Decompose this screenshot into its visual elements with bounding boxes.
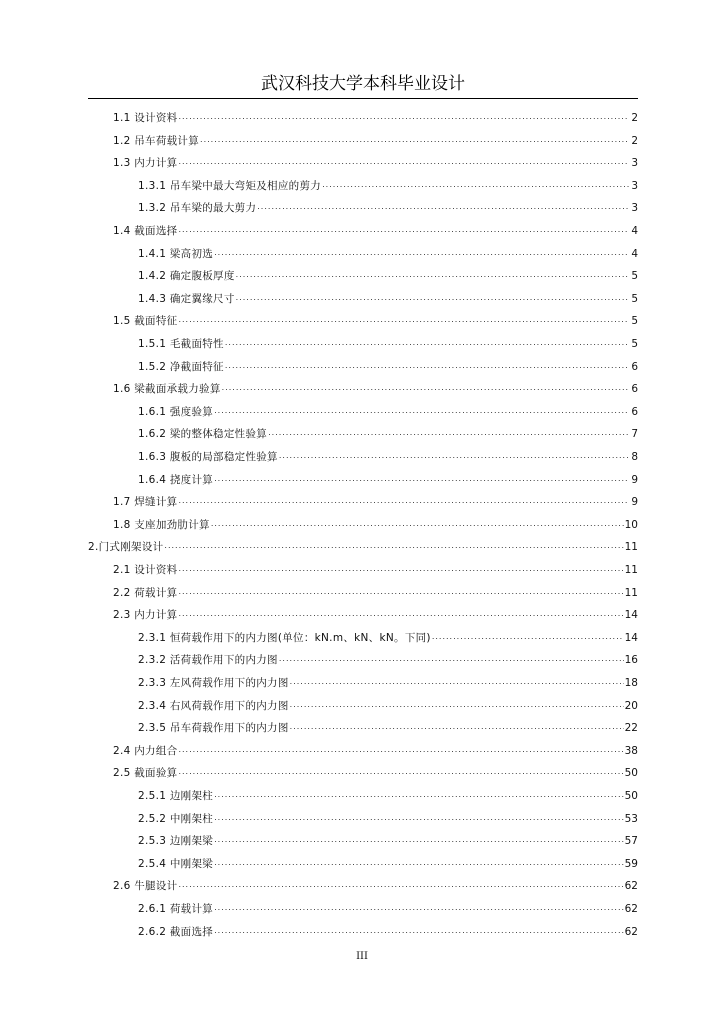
toc-entry-title: 1.3.2 吊车梁的最大剪力 [138,202,257,215]
toc-dot-leader [178,878,623,892]
toc-entry[interactable] [138,473,638,495]
toc-entry[interactable] [138,857,638,879]
toc-dot-leader [268,426,629,440]
toc-entry-title: 2.3.2 活荷载作用下的内力图 [138,654,278,667]
toc-entry-page: 57 [624,835,638,848]
toc-dot-leader [290,675,624,689]
toc-entry-page: 7 [631,428,638,441]
toc-dot-leader [214,246,629,260]
toc-dot-leader [178,155,629,169]
toc-entry[interactable] [138,902,638,924]
toc-dot-leader [214,472,629,486]
toc-entry-title: 1.6.1 强度验算 [138,405,214,418]
toc-entry[interactable] [113,744,638,766]
toc-dot-leader [432,630,624,644]
toc-entry-title: 1.6.3 腹板的局部稳定性验算 [138,451,278,463]
toc-entry-title: 2.3.4 右风荷载作用下的内力图 [138,699,289,712]
page-header [88,72,638,99]
toc-dot-leader [178,313,629,327]
toc-dot-leader [214,924,624,938]
toc-entry[interactable] [138,699,638,721]
toc-entry[interactable] [113,586,638,608]
toc-entry-page: 11 [624,586,638,599]
toc-entry-page: 20 [624,699,638,712]
toc-entry[interactable] [113,608,638,630]
toc-entry-page: 50 [624,790,638,802]
toc-dot-leader [225,336,629,350]
toc-entry-title: 1.1 设计资料 [113,112,178,124]
toc-entry-title: 2.6.2 截面选择 [138,925,214,938]
toc-entry[interactable] [138,631,638,653]
toc-entry-title: 2.5.2 中刚架柱 [138,812,214,825]
toc-entry[interactable] [113,766,638,788]
toc-dot-leader [214,788,624,802]
toc-entry-title: 1.3.1 吊车梁中最大弯矩及相应的剪力 [138,179,322,192]
toc-dot-leader [225,359,629,373]
toc-entry[interactable] [138,653,638,675]
toc-entry[interactable] [138,789,638,811]
toc-entry[interactable] [113,224,638,246]
toc-entry-title: 1.8 支座加劲肋计算 [113,518,210,531]
toc-entry-page: 11 [624,541,638,554]
toc-entry-title: 2.2 荷载计算 [113,586,178,599]
toc-entry-page: 3 [631,202,638,215]
toc-dot-leader [178,494,629,508]
toc-entry[interactable] [113,314,638,336]
toc-entry-title: 1.6.4 挠度计算 [138,473,214,486]
toc-entry-page: 11 [624,564,638,576]
toc-entry-title: 2.3.5 吊车荷载作用下的内力图 [138,722,289,735]
toc-entry-page: 62 [624,903,638,915]
toc-entry-page: 3 [631,179,638,192]
toc-entry-title: 1.5 截面特征 [113,315,178,328]
toc-entry-page: 9 [631,473,638,486]
toc-entry-title: 2.1 设计资料 [113,564,178,576]
toc-entry-title: 1.6 梁截面承载力验算 [113,383,221,396]
toc-entry-page: 6 [631,360,638,373]
toc-entry-page: 2 [631,112,638,124]
toc-dot-leader [222,381,629,395]
toc-entry-title: 1.6.2 梁的整体稳定性验算 [138,428,268,441]
toc-dot-leader [214,404,629,418]
toc-entry-page: 59 [624,857,638,870]
toc-dot-leader [178,765,623,779]
toc-entry-title: 2.门式刚架设计 [88,541,164,554]
toc-entry-page: 6 [631,405,638,418]
toc-dot-leader [178,743,623,757]
toc-entry-page: 62 [624,925,638,938]
toc-entry[interactable] [138,812,638,834]
toc-entry-page: 14 [624,631,638,644]
toc-dot-leader [214,901,624,915]
toc-dot-leader [178,223,629,237]
toc-dot-leader [214,856,624,870]
toc-entry-title: 1.5.2 净截面特征 [138,360,224,373]
toc-entry-title: 1.4.2 确定腹板厚度 [138,270,235,283]
toc-dot-leader [257,200,629,214]
toc-entry-title: 2.3.1 恒荷载作用下的内力图(单位：kN.m、kN、kN。下同) [138,631,431,644]
page-number: III [356,951,368,962]
toc-entry-page: 6 [631,383,638,396]
toc-dot-leader [322,178,629,192]
toc-dot-leader [178,562,623,576]
toc-dot-leader [178,585,623,599]
toc-entry-page: 3 [631,157,638,170]
toc-entry[interactable] [113,879,638,901]
toc-dot-leader [236,268,629,282]
toc-entry[interactable] [113,518,638,540]
toc-entry-title: 2.5.4 中刚架梁 [138,857,214,870]
toc-dot-leader [290,698,624,712]
toc-entry-page: 8 [631,451,638,463]
toc-entry[interactable] [138,925,638,947]
toc-entry-page: 2 [631,134,638,147]
toc-entry-page: 50 [624,767,638,780]
toc-entry[interactable] [138,337,638,359]
toc-entry[interactable] [138,676,638,698]
toc-entry[interactable] [138,450,638,472]
toc-entry-title: 2.4 内力组合 [113,744,178,757]
toc-entry-page: 4 [631,247,638,260]
toc-dot-leader [164,539,623,553]
toc-entry[interactable] [138,247,638,269]
toc-entry-title: 2.5.3 边刚架梁 [138,835,214,848]
toc-entry-title: 2.3.3 左风荷载作用下的内力图 [138,677,289,689]
toc-entry-page: 16 [624,654,638,667]
toc-entry[interactable] [113,134,638,156]
toc-entry-page: 5 [631,292,638,305]
toc-entry[interactable] [138,179,638,201]
toc-entry[interactable] [138,292,638,314]
toc-entry[interactable] [138,721,638,743]
toc-entry[interactable] [138,269,638,291]
toc-entry[interactable] [113,111,638,133]
toc-entry-title: 1.5.1 毛截面特性 [138,338,224,350]
toc-entry-title: 1.7 焊缝计算 [113,496,178,509]
toc-entry-page: 38 [624,744,638,757]
toc-entry-page: 5 [631,315,638,328]
toc-entry[interactable] [138,201,638,223]
toc-dot-leader [279,449,629,463]
toc-entry-page: 5 [631,270,638,283]
toc-dot-leader [211,517,624,531]
toc-entry[interactable] [113,563,638,585]
toc-entry-title: 1.4.3 确定翼缘尺寸 [138,292,235,305]
toc-entry-page: 9 [631,496,638,509]
toc-entry-page: 62 [624,880,638,893]
toc-entry-title: 1.3 内力计算 [113,157,178,170]
toc-entry[interactable] [138,834,638,856]
toc-dot-leader [214,811,624,825]
toc-entry[interactable] [113,495,638,517]
toc-entry[interactable] [113,382,638,404]
toc-entry[interactable] [138,360,638,382]
toc-entry[interactable] [113,156,638,178]
toc-entry-page: 22 [624,722,638,735]
toc-dot-leader [200,133,629,147]
toc-entry-page: 53 [624,812,638,825]
header-title: 武汉科技大学本科毕业设计 [261,74,465,94]
toc-entry-title: 1.4 截面选择 [113,225,178,237]
toc-dot-leader [214,833,624,847]
toc-entry-title: 2.5 截面验算 [113,767,178,780]
toc-entry[interactable] [138,405,638,427]
toc-entry-title: 1.2 吊车荷载计算 [113,134,200,147]
toc-dot-leader [178,110,629,124]
toc-entry-page: 10 [624,518,638,531]
toc-entry-title: 2.5.1 边刚架柱 [138,790,214,802]
toc-entry[interactable] [138,427,638,449]
toc-dot-leader [290,720,624,734]
toc-entry-page: 4 [631,225,638,237]
toc-entry-title: 2.6.1 荷载计算 [138,903,214,915]
toc-entry-page: 18 [624,677,638,689]
toc-entry-title: 1.4.1 梁高初选 [138,247,214,260]
toc-entry-title: 2.6 牛腿设计 [113,880,178,893]
toc-entry-page: 5 [631,338,638,350]
toc-dot-leader [279,652,624,666]
toc-entry-page: 14 [624,609,638,622]
toc-dot-leader [236,291,629,305]
toc-dot-leader [178,607,623,621]
toc-entry[interactable] [88,540,638,562]
toc-entry-title: 2.3 内力计算 [113,609,178,622]
